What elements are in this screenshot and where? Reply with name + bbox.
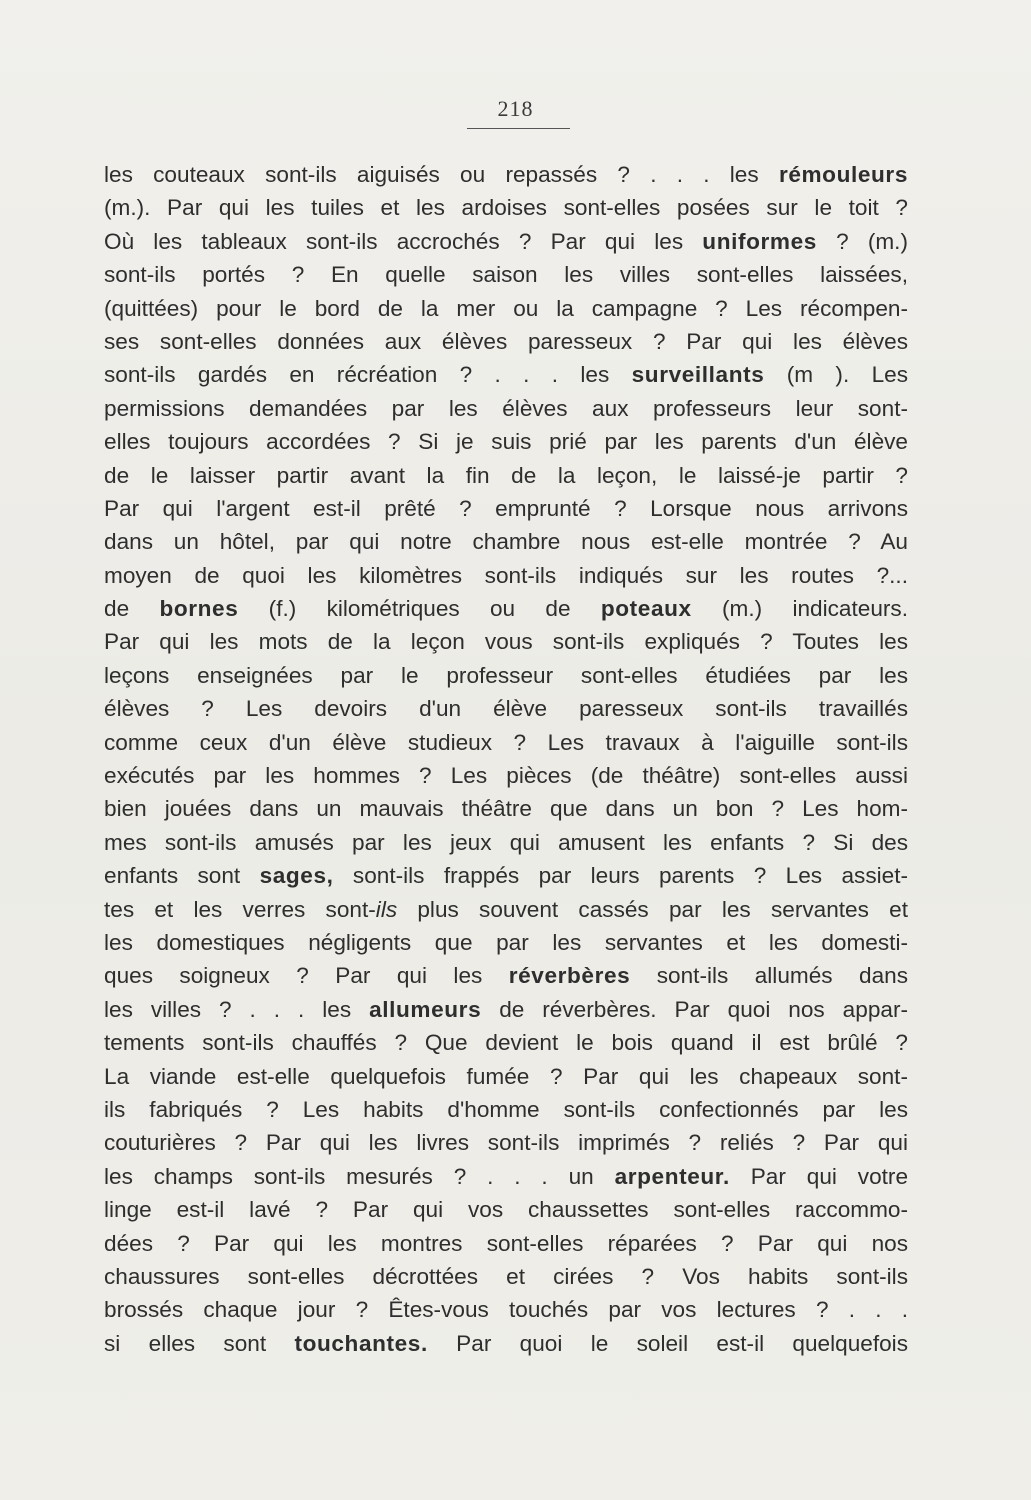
bold-term: réverbères bbox=[508, 963, 631, 989]
bold-term: arpenteur. bbox=[614, 1163, 730, 1189]
text-line bbox=[104, 859, 908, 892]
text-line bbox=[104, 959, 908, 992]
text-line bbox=[104, 1293, 908, 1326]
text-line bbox=[104, 191, 908, 224]
bold-term: touchantes. bbox=[294, 1330, 428, 1356]
text-segment: linge est-il lavé ? Par qui vos chaussettes sont-elles raccommo- bbox=[104, 1197, 908, 1223]
text-line bbox=[104, 792, 908, 825]
text-line bbox=[104, 926, 908, 959]
text-segment: si elles sont bbox=[104, 1330, 295, 1356]
text-segment: les villes ? . . . les bbox=[104, 996, 370, 1022]
text-line bbox=[104, 1260, 908, 1293]
bold-term: bornes bbox=[159, 596, 239, 622]
text-segment: de le laisser partir avant la fin de la leçon, le laissé-je partir ? bbox=[104, 462, 908, 488]
text-line bbox=[104, 325, 908, 358]
text-segment: sont-ils allumés dans bbox=[630, 963, 908, 989]
text-line bbox=[104, 759, 908, 792]
bold-term: rémouleurs bbox=[778, 162, 908, 187]
text-segment: Où les tableaux sont-ils accrochés ? Par qui les bbox=[104, 228, 703, 254]
text-segment: brossés chaque jour ? Êtes-vous touchés par vos lectures ? . . . bbox=[104, 1297, 908, 1323]
text-line bbox=[104, 559, 908, 592]
text-line bbox=[104, 459, 908, 492]
text-segment: les champs sont-ils mesurés ? . . . un bbox=[104, 1163, 615, 1189]
text-segment: de bbox=[104, 596, 160, 622]
text-line bbox=[104, 425, 908, 458]
text-line bbox=[104, 826, 908, 859]
bold-term: uniformes bbox=[702, 228, 817, 254]
text-line bbox=[104, 492, 908, 525]
text-line bbox=[104, 225, 908, 258]
text-line bbox=[104, 893, 908, 926]
text-segment: chaussures sont-elles décrottées et cirées ? Vos habits sont-ils bbox=[104, 1263, 908, 1289]
text-line bbox=[104, 1026, 908, 1059]
text-segment: (m.). Par qui les tuiles et les ardoises sont-elles posées sur le toit ? bbox=[104, 195, 908, 221]
text-segment: exécutés par les hommes ? Les pièces (de théâtre) sont-elles aussi bbox=[104, 763, 908, 789]
text-line bbox=[104, 1126, 908, 1159]
text-line bbox=[104, 726, 908, 759]
text-segment: La viande est-elle quelquefois fumée ? Par qui les chapeaux sont- bbox=[104, 1063, 908, 1089]
text-segment: elles toujours accordées ? Si je suis prié par les parents d'un élève bbox=[104, 429, 908, 455]
text-segment: ques soigneux ? Par qui les bbox=[104, 963, 509, 989]
text-segment: leçons enseignées par le professeur sont-elles étudiées par les bbox=[104, 662, 908, 688]
text-segment: tements sont-ils chauffés ? Que devient le bois quand il est brûlé ? bbox=[104, 1030, 908, 1056]
text-line bbox=[104, 292, 908, 325]
text-line bbox=[104, 1227, 908, 1260]
text-segment: ses sont-elles données aux élèves paresseux ? Par qui les élèves bbox=[104, 328, 908, 354]
text-line bbox=[104, 993, 908, 1026]
text-line bbox=[104, 1060, 908, 1093]
text-line bbox=[104, 525, 908, 558]
text-segment: les domestiques négligents que par les servantes et les domesti- bbox=[104, 929, 908, 955]
header-rule bbox=[467, 128, 570, 129]
text-line bbox=[104, 659, 908, 692]
bold-term: allumeurs bbox=[369, 996, 482, 1022]
text-segment: élèves ? Les devoirs d'un élève paresseux sont-ils travaillés bbox=[104, 696, 908, 722]
text-segment: dans un hôtel, par qui notre chambre nous est-elle montrée ? Au bbox=[104, 529, 908, 555]
text-segment: mes sont-ils amusés par les jeux qui amusent les enfants ? Si des bbox=[104, 829, 908, 855]
text-segment: Par qui les mots de la leçon vous sont-ils expliqués ? Toutes les bbox=[104, 629, 908, 655]
text-line bbox=[104, 258, 908, 291]
text-segment: (quittées) pour le bord de la mer ou la campagne ? Les récompen- bbox=[104, 295, 908, 321]
text-segment: Par quoi le soleil est-il quelquefois bbox=[427, 1330, 908, 1356]
text-segment: moyen de quoi les kilomètres sont-ils indiqués sur les routes ?... bbox=[104, 562, 908, 588]
text-segment: de réverbères. Par quoi nos appar- bbox=[481, 996, 908, 1022]
text-line bbox=[104, 692, 908, 725]
text-segment: ? (m.) bbox=[816, 228, 908, 254]
page-number: 218 bbox=[497, 96, 534, 121]
text-segment: permissions demandées par les élèves aux professeurs leur sont- bbox=[104, 395, 908, 421]
text-segment: dées ? Par qui les montres sont-elles réparées ? Par qui nos bbox=[104, 1230, 908, 1256]
text-line bbox=[104, 358, 908, 391]
italic-term: ils bbox=[375, 896, 398, 922]
text-segment: (m ). Les bbox=[764, 362, 908, 388]
text-segment: (m.) indicateurs. bbox=[691, 596, 908, 622]
text-segment: enfants sont bbox=[104, 863, 260, 889]
bold-term: poteaux bbox=[600, 596, 692, 622]
body-text bbox=[104, 158, 908, 1360]
bold-term: surveillants bbox=[631, 362, 765, 388]
text-segment: tes et les verres sont- bbox=[104, 896, 376, 922]
text-line bbox=[104, 592, 908, 625]
text-line bbox=[104, 1193, 908, 1226]
text-segment: bien jouées dans un mauvais théâtre que dans un bon ? Les hom- bbox=[104, 796, 908, 822]
text-line bbox=[104, 1160, 908, 1193]
text-segment: Par qui votre bbox=[729, 1163, 908, 1189]
text-line bbox=[104, 1327, 908, 1360]
text-line bbox=[104, 392, 908, 425]
bold-term: sages, bbox=[259, 863, 334, 889]
text-segment: comme ceux d'un élève studieux ? Les travaux à l'aiguille sont-ils bbox=[104, 729, 908, 755]
text-segment: sont-ils portés ? En quelle saison les villes sont-elles laissées, bbox=[104, 262, 908, 288]
text-segment: sont-ils gardés en récréation ? . . . les bbox=[104, 362, 632, 388]
text-line bbox=[104, 158, 908, 191]
text-segment: plus souvent cassés par les servantes et bbox=[397, 896, 908, 922]
text-segment: (f.) kilométriques ou de bbox=[238, 596, 601, 622]
text-segment: Par qui l'argent est-il prêté ? emprunté ? Lorsque nous arrivons bbox=[104, 495, 908, 521]
text-line bbox=[104, 625, 908, 658]
text-line bbox=[104, 1093, 908, 1126]
text-segment: ils fabriqués ? Les habits d'homme sont-ils confectionnés par les bbox=[104, 1096, 908, 1122]
text-segment: couturières ? Par qui les livres sont-ils imprimés ? reliés ? Par qui bbox=[104, 1130, 908, 1156]
text-segment: sont-ils frappés par leurs parents ? Les assiet- bbox=[333, 863, 908, 889]
text-segment: les couteaux sont-ils aiguisés ou repassés ? . . . les bbox=[104, 162, 779, 187]
